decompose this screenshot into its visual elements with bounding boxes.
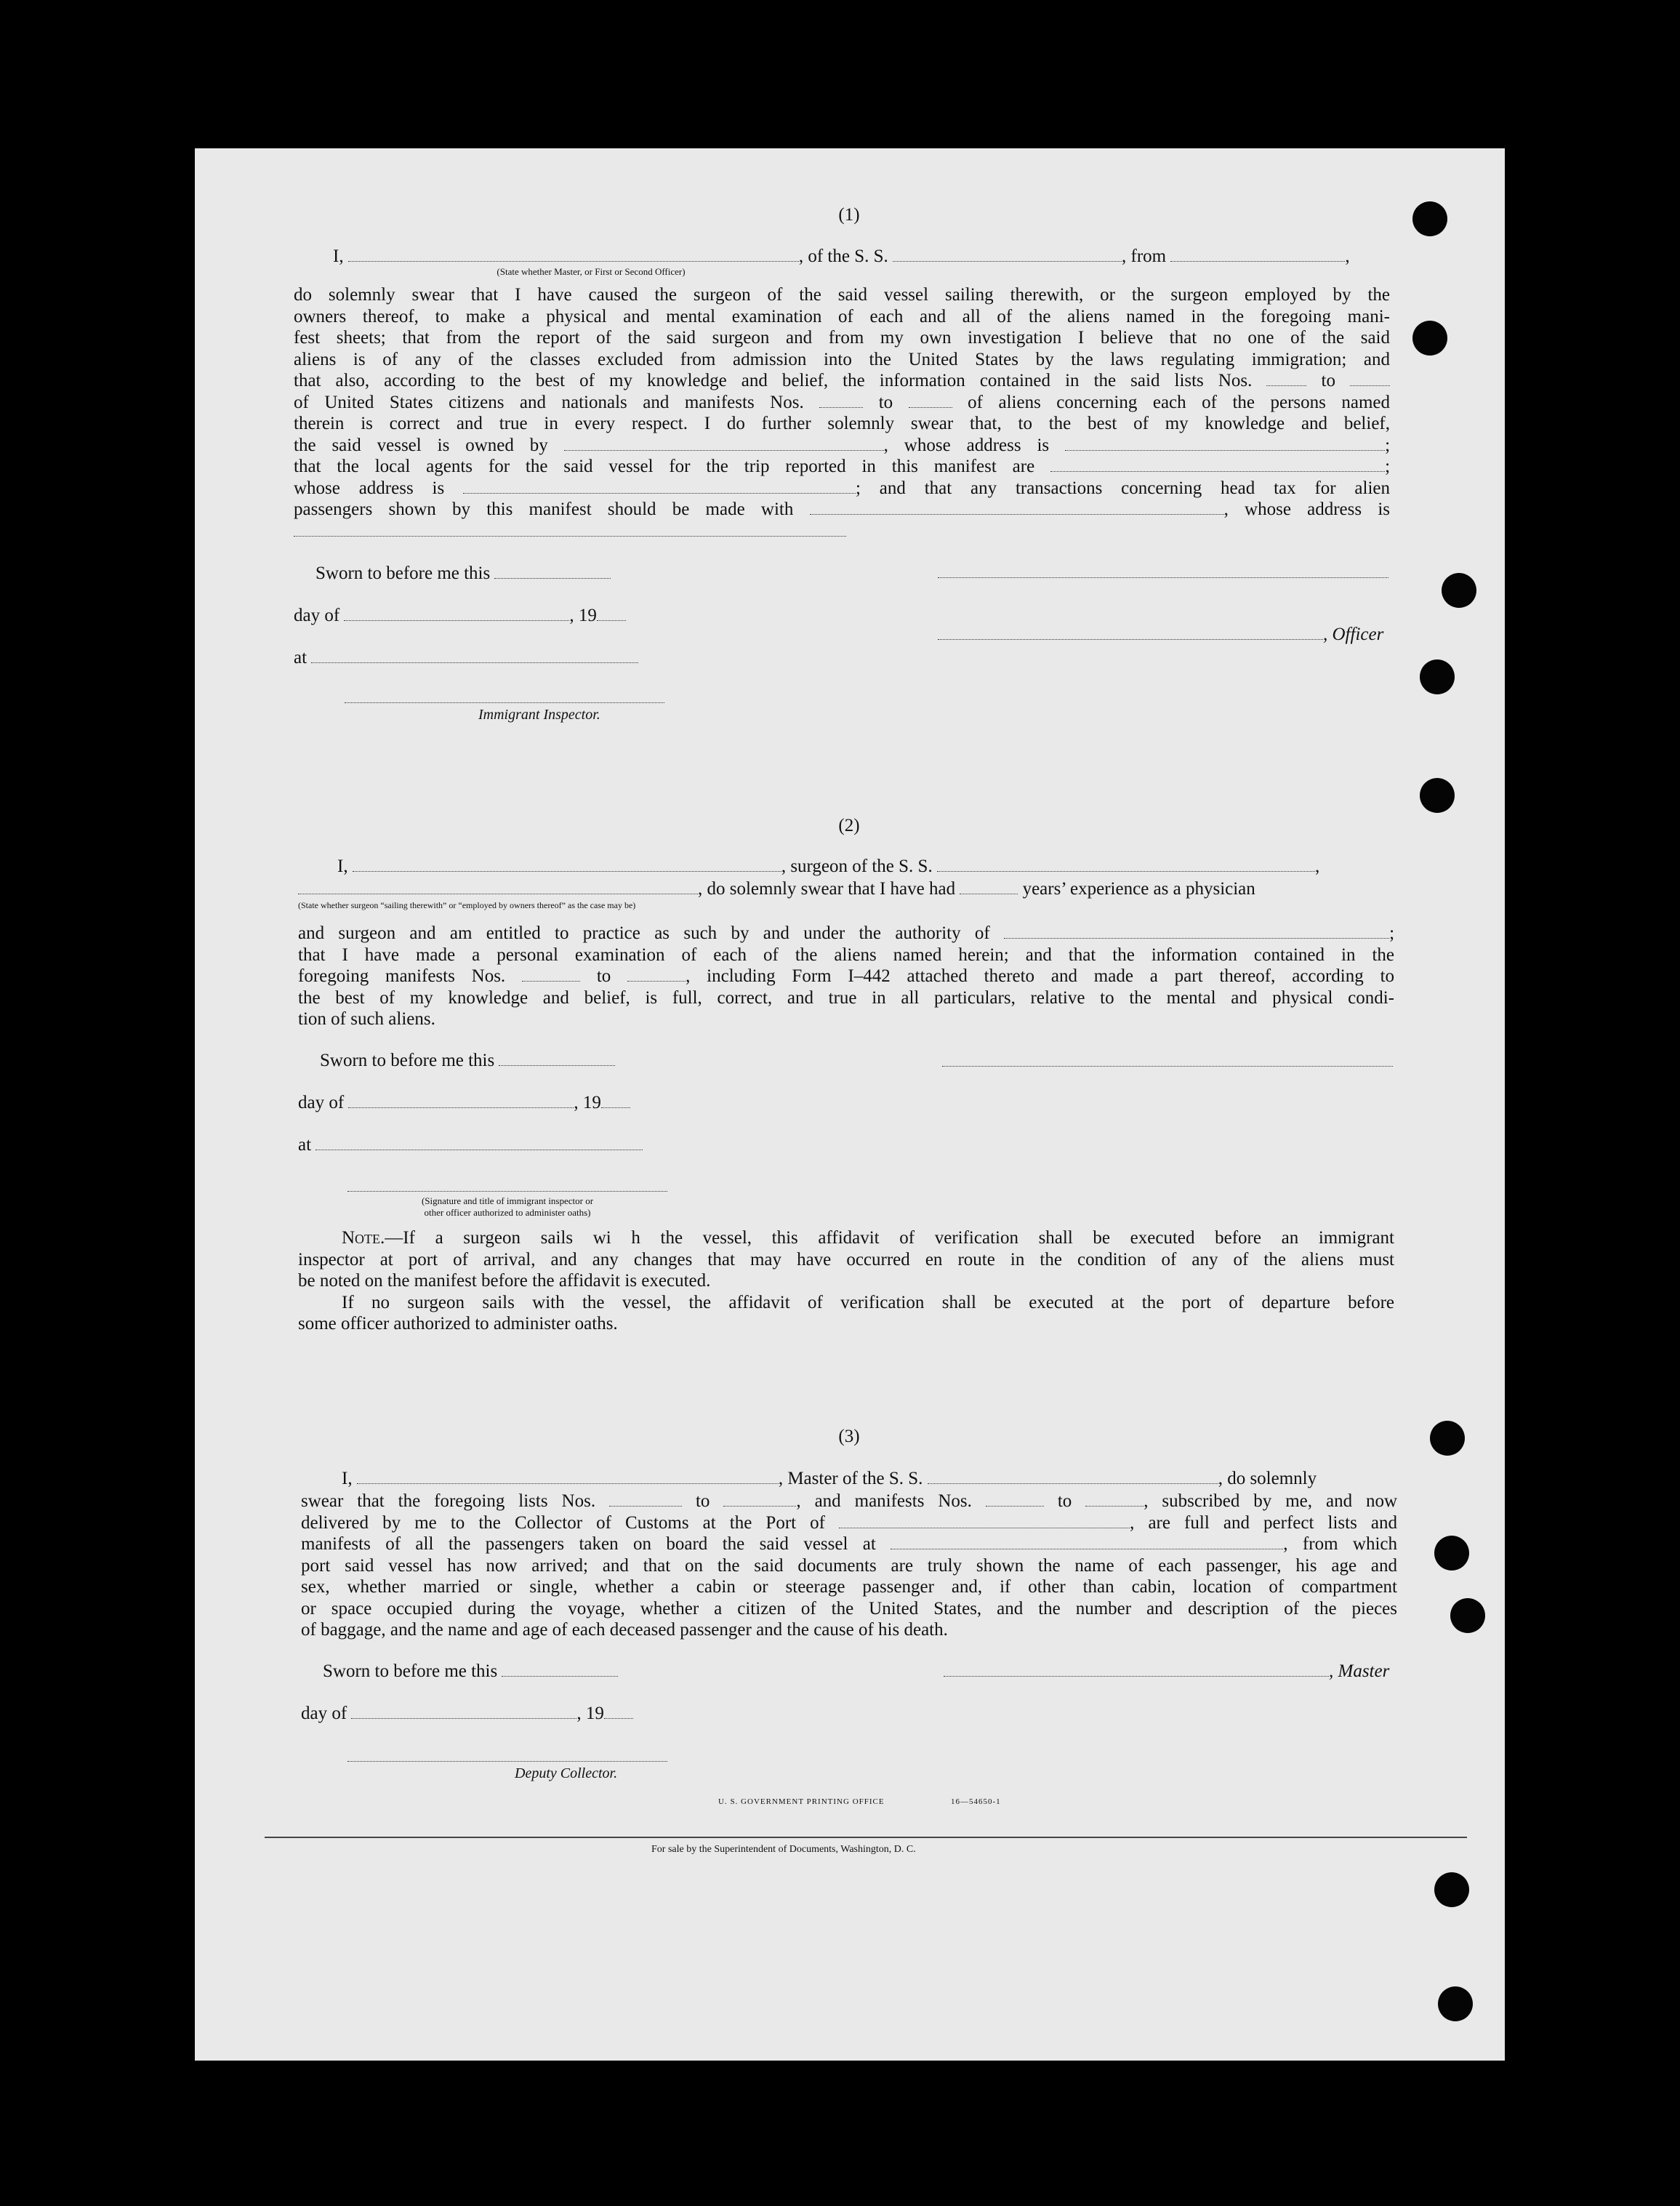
owner-name-field[interactable]	[564, 436, 884, 451]
s1-vessel-name-field[interactable]	[893, 246, 1122, 262]
s3-master-label: , Master	[1329, 1661, 1390, 1681]
s2-place-field[interactable]	[315, 1135, 643, 1150]
s3-solemnly-text: , do solemnly	[1218, 1469, 1317, 1488]
s1-sworn-text: Sworn to before me this	[315, 563, 491, 583]
s1-oath-line: passengers shown by this manifest should be made with , whose address is	[294, 500, 1390, 519]
s2-line-2	[298, 878, 1255, 900]
s3-oath-text	[301, 1491, 1397, 1641]
gpo-imprint: U. S. GOVERNMENT PRINTING OFFICE	[718, 1797, 885, 1806]
s1-oath-line: owners thereof, to make a physical and mental examination of each and all of the aliens named in the foregoing mani-	[294, 306, 1390, 326]
s2-at-line	[298, 1134, 643, 1156]
s1-month-field[interactable]	[344, 606, 569, 621]
s1-i-text: I,	[333, 246, 344, 266]
punch-hole	[1438, 1986, 1473, 2021]
s1-officer-name-field[interactable]	[938, 625, 1323, 640]
s2-oath-line: that I have made a personal examination of each of the aliens named herein; and that the information contained in the	[298, 944, 1394, 965]
s1-oath-line: aliens is of any of the classes excluded from admission into the United States by the laws regulating immigration; and	[294, 349, 1390, 369]
s1-year-prefix: , 19	[569, 606, 597, 625]
section-3-number: (3)	[838, 1427, 860, 1446]
practice-authority-field[interactable]	[1004, 923, 1389, 939]
s3-collector-signature-line[interactable]	[347, 1761, 667, 1762]
s2-year-field[interactable]	[601, 1093, 630, 1108]
s3-date-line	[301, 1703, 633, 1725]
s2-oath-line: foregoing manifests Nos. to , including Form I–442 attached thereto and made a part thereof, according to	[298, 966, 1395, 986]
punch-hole	[1430, 1421, 1465, 1456]
agents-address-field[interactable]	[463, 478, 856, 494]
s3-line-1	[342, 1468, 1317, 1490]
note-line: be noted on the manifest before the affidavit is executed.	[298, 1271, 711, 1291]
master-name-field[interactable]	[357, 1469, 779, 1484]
s2-manifests-from-field[interactable]	[522, 966, 580, 982]
s3-manifests-from-field[interactable]	[986, 1491, 1044, 1507]
s3-oath-line: delivered by me to the Collector of Customs at the Port of , are full and perfect lists and	[301, 1512, 1398, 1533]
s2-surgeon-caption: (State whether surgeon “sailing therewith” or “employed by owners thereof” as the case may be)	[298, 900, 636, 910]
s1-oath-line: fest sheets; that from the report of the said surgeon and from my own investigation I believe that no one of the said	[294, 328, 1390, 348]
note-line: inspector at port of arrival, and any changes that may have occurred en route in the condition of any of the aliens must	[298, 1249, 1394, 1270]
s1-from-text: , from	[1122, 246, 1167, 266]
s3-oath-line: or space occupied during the voyage, whether a citizen of the United States, and the number and description of the pieces	[301, 1598, 1397, 1619]
form-sheet	[195, 148, 1505, 2061]
section-1-number: (1)	[838, 205, 860, 225]
sale-notice: For sale by the Superintendent of Documents, Washington, D. C.	[651, 1844, 916, 1855]
s1-at-text: at	[294, 648, 308, 667]
s2-sworn-line	[320, 1050, 615, 1072]
punch-hole	[1412, 321, 1447, 356]
owner-address-field[interactable]	[1065, 436, 1385, 451]
s2-month-field[interactable]	[348, 1093, 574, 1108]
s1-oath-line: the said vessel is owned by , whose address is ;	[294, 435, 1391, 455]
boarding-port-field[interactable]	[891, 1534, 1283, 1549]
s3-oath-line: manifests of all the passengers taken on board the said vessel at , from which	[301, 1534, 1398, 1554]
s2-oath-line: and surgeon and am entitled to practice as such by and under the authority of ;	[298, 923, 1395, 943]
s2-date-line	[298, 1092, 630, 1114]
s2-manifests-to-field[interactable]	[627, 966, 686, 982]
s1-manifests-to-field[interactable]	[909, 393, 952, 408]
punch-hole	[1420, 659, 1455, 694]
surgeon-status-field[interactable]	[298, 879, 698, 894]
punch-hole	[1442, 573, 1476, 608]
note-label: Note.	[342, 1228, 385, 1248]
section-2-number: (2)	[838, 816, 860, 835]
footer-rule	[265, 1837, 1467, 1838]
s3-vessel-name-field[interactable]	[928, 1469, 1218, 1484]
head-tax-address-field[interactable]	[294, 521, 846, 537]
s2-experience-text: years’ experience as a physician	[1022, 879, 1255, 899]
punch-hole	[1412, 201, 1447, 236]
s1-place-field[interactable]	[311, 648, 638, 663]
s1-officer-line	[938, 624, 1383, 646]
s1-officer-caption: (State whether Master, or First or Second Officer)	[497, 266, 686, 277]
s2-surgeon-of-text: , surgeon of the S. S.	[781, 857, 933, 876]
s3-manifests-to-field[interactable]	[1085, 1491, 1144, 1507]
s3-i-text: I,	[342, 1469, 353, 1488]
s3-oath-line: swear that the foregoing lists Nos. to , and manifests Nos. to , subscribed by me, and now	[301, 1491, 1398, 1511]
s2-day-of-text: day of	[298, 1093, 345, 1112]
s1-day-of-text: day of	[294, 606, 340, 625]
s3-oath-line: port said vessel has now arrived; and that on the said documents are truly shown the name of each passenger, his age and	[301, 1555, 1397, 1576]
s3-sworn-day-field[interactable]	[502, 1661, 618, 1677]
s1-comma: ,	[1345, 246, 1350, 266]
s2-surgeon-signature-line[interactable]	[942, 1066, 1393, 1067]
s1-officer-label: , Officer	[1323, 625, 1384, 644]
s3-collector-caption: Deputy Collector.	[515, 1765, 618, 1781]
years-experience-field[interactable]	[960, 879, 1018, 894]
s3-lists-from-field[interactable]	[609, 1491, 682, 1507]
s2-sworn-day-field[interactable]	[499, 1051, 615, 1066]
punch-hole	[1434, 1536, 1469, 1571]
s2-year-prefix: , 19	[574, 1093, 601, 1112]
head-tax-contact-field[interactable]	[810, 500, 1224, 515]
s1-of-ss-text: , of the S. S.	[798, 246, 888, 266]
s2-at-text: at	[298, 1135, 312, 1155]
s2-oath-line: tion of such aliens.	[298, 1009, 435, 1029]
s2-sworn-text: Sworn to before me this	[320, 1051, 495, 1070]
s2-oath-text	[298, 923, 1394, 1030]
s3-master-signature-field[interactable]	[944, 1661, 1329, 1677]
s2-note	[298, 1227, 1394, 1335]
s3-year-prefix: , 19	[576, 1704, 604, 1723]
s1-officer-signature-line[interactable]	[938, 577, 1388, 578]
s1-date-line	[294, 605, 626, 627]
s3-oath-line: sex, whether married or single, whether a cabin or steerage passenger and, if other than cabin, location of compartment	[301, 1577, 1397, 1597]
s1-inspector-caption: Immigrant Inspector.	[478, 707, 600, 723]
punch-hole	[1434, 1872, 1469, 1907]
s3-sworn-line	[323, 1661, 618, 1682]
s1-oath-text	[294, 284, 1390, 521]
s2-line-1	[337, 856, 1319, 878]
s1-sworn-day-field[interactable]	[494, 563, 611, 579]
officer-rank-field[interactable]	[348, 246, 799, 262]
s1-lists-from-field[interactable]	[1266, 371, 1306, 386]
s2-oath-line: the best of my knowledge and belief, is full, correct, and true in all particulars, relative to the mental and physical condi-	[298, 987, 1394, 1008]
s2-comma: ,	[1314, 857, 1320, 876]
s1-sworn-line	[315, 563, 611, 585]
s3-sworn-text: Sworn to before me this	[323, 1661, 498, 1681]
s1-oath-line: that also, according to the best of my knowledge and belief, the information contained in the said lists Nos. to	[294, 370, 1390, 392]
s3-master-line	[944, 1661, 1389, 1682]
surgeon-name-field[interactable]	[353, 857, 781, 872]
s1-year-field[interactable]	[597, 606, 626, 621]
s1-oath-line: that the local agents for the said vessel for the trip reported in this manifest are ;	[294, 457, 1391, 476]
s1-lists-to-field[interactable]	[1350, 371, 1390, 386]
form-code: 16—54650-1	[951, 1797, 1001, 1806]
s1-inspector-signature-line[interactable]	[345, 702, 664, 703]
s3-month-field[interactable]	[351, 1704, 576, 1719]
s3-year-field[interactable]	[604, 1704, 633, 1719]
s2-sig-caption-2: other officer authorized to administer oaths)	[424, 1207, 591, 1218]
note-line: If no surgeon sails with the vessel, the affidavit of verification shall be executed at the port of departure before	[342, 1292, 1394, 1312]
punch-hole	[1420, 778, 1455, 813]
s2-sig-caption-1: (Signature and title of immigrant inspector or	[421, 1195, 594, 1206]
s1-oath-line: do solemnly swear that I have caused the surgeon of the said vessel sailing therewith, or the surgeon employed by the	[294, 285, 1390, 305]
s1-line-1	[333, 246, 1350, 268]
s2-i-text: I,	[337, 857, 348, 876]
s2-swear-text: , do solemnly swear that I have had	[698, 879, 956, 899]
note-line: some officer authorized to administer oaths.	[298, 1314, 618, 1333]
s1-departure-port-field[interactable]	[1170, 246, 1345, 262]
s3-lists-to-field[interactable]	[723, 1491, 796, 1507]
s3-day-of-text: day of	[301, 1704, 347, 1723]
note-line: Note.—If a surgeon sails wi h the vessel, this affidavit of verification shall be executed before an immigrant	[342, 1228, 1394, 1248]
s1-oath-line: whose address is ; and that any transactions concerning head tax for alien	[294, 478, 1390, 498]
s2-inspector-signature-line[interactable]	[347, 1191, 667, 1192]
s1-manifests-from-field[interactable]	[819, 393, 863, 408]
s1-at-line	[294, 647, 638, 669]
customs-port-field[interactable]	[839, 1513, 1130, 1528]
s1-oath-line: therein is correct and true in every respect. I do further solemnly swear that, to the best of my knowledge and belief,	[294, 414, 1390, 433]
s3-oath-line: of baggage, and the name and age of each deceased passenger and the cause of his death.	[301, 1620, 948, 1640]
s2-vessel-name-field[interactable]	[937, 857, 1315, 872]
s3-master-of-text: , Master of the S. S.	[778, 1469, 923, 1488]
punch-hole	[1450, 1598, 1485, 1633]
local-agents-field[interactable]	[1050, 457, 1385, 472]
s1-oath-line: of United States citizens and nationals and manifests Nos. to of aliens concerning each of the persons named	[294, 392, 1391, 412]
